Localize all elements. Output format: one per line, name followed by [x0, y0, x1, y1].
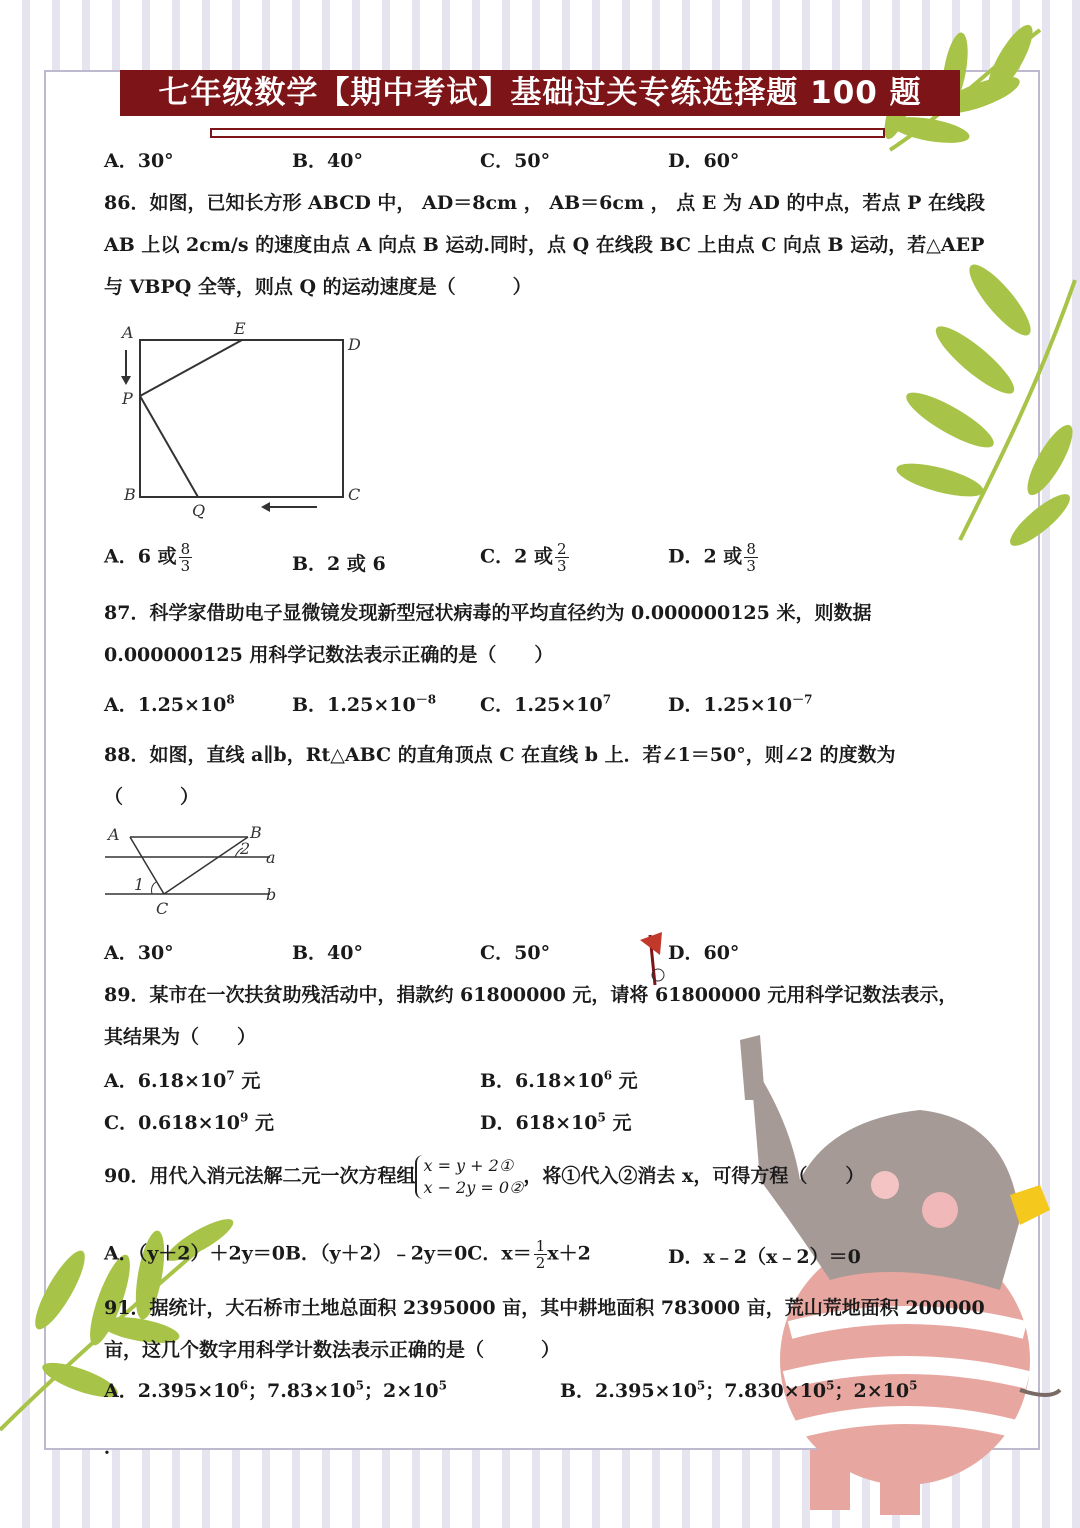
fig88-label-angle-1: 1: [134, 875, 145, 894]
q91-line-1: 91．据统计，大石桥市土地总面积 2395000 亩，其中耕地面积 783000 亩，荒山荒地面积 200000: [104, 1297, 985, 1319]
q87-option-b: B．$1.25\times 10^{-8}$: [292, 692, 437, 716]
leaf-right-middle-icon: [893, 257, 1080, 553]
q85-option-b: B．40°: [292, 150, 363, 172]
fig86-label-q: Q: [192, 501, 206, 520]
q87-line-1: 87．科学家借助电子显微镜发现新型冠状病毒的平均直径约为 0.000000125 米，则数据: [104, 602, 872, 624]
q86-line-1: 86．如图，已知长方形 ABCD 中， AD＝8cm ， AB＝6cm ， 点 E 为 AD 的中点，若点 P 在线段: [104, 192, 985, 214]
q88-parallel-lines-figure: [100, 822, 290, 922]
fig86-label-d: D: [348, 335, 361, 354]
q88-option-b: B．40°: [292, 942, 363, 964]
q89-option-b: B．$6.18\times 10^6$ 元: [480, 1068, 638, 1092]
q86-line-3: 与 VBPQ 全等，则点 Q 的运动速度是（ ）: [104, 276, 532, 298]
q85-option-d: D．60°: [668, 150, 740, 172]
q86-rectangle-figure: [110, 318, 380, 523]
fig88-label-c-point: C: [156, 899, 169, 918]
q85-option-c: C．50°: [480, 150, 551, 172]
q90-question: 90．用代入消元法解二元一次方程组 x = y + 2① x − 2y = 0② ，将①代入②消去 x，可得方程（ ）: [104, 1156, 865, 1197]
fig86-label-c: C: [348, 485, 361, 504]
q86-option-a: A．6 或 $\frac{8}{3}$: [104, 540, 191, 575]
q87-line-2: 0.000000125 用科学记数法表示正确的是（ ）: [104, 644, 554, 666]
q86-option-c: C．2 或 $\frac{2}{3}$: [480, 540, 567, 575]
fig86-label-a: A: [122, 323, 134, 342]
q89-option-d: D．$618\times 10^5$ 元: [480, 1110, 632, 1134]
q90-option-d: D．x﹣2（x﹣2）＝0: [668, 1246, 861, 1268]
fig86-label-b: B: [124, 485, 136, 504]
q90-options-abc: A．（y＋2）＋2y＝0B．（y＋2）﹣2y＝0C．x＝ $\frac{1}{2}$ x＋2: [104, 1237, 591, 1272]
q89-option-a: A．$6.18\times 10^7$ 元: [104, 1068, 261, 1092]
bottom-dot: ．: [104, 1436, 124, 1458]
q89-option-c: C．$0.618\times 10^9$ 元: [104, 1110, 274, 1134]
q88-line-1: 88．如图，直线 a∥b，Rt△ABC 的直角顶点 C 在直线 b 上．若∠1＝50°，则∠2 的度数为: [104, 744, 896, 766]
q91-option-b: B．$2.395\times 10^5$；$7.830\times 10^5$；$2\times 10^5$: [560, 1378, 918, 1402]
elephant-illustration-icon: [740, 1035, 1060, 1515]
fig88-label-a-point: A: [108, 825, 120, 844]
q88-option-c: C．50°: [480, 942, 551, 964]
q88-line-2: （ ）: [104, 786, 200, 808]
q85-option-a: A．30°: [104, 150, 174, 172]
q89-line-2: 其结果为（ ）: [104, 1026, 257, 1048]
music-note-icon: [640, 932, 664, 985]
fig88-label-line-b: b: [266, 885, 277, 904]
fig88-label-b-point: B: [250, 823, 262, 842]
page-title: 七年级数学【期中考试】基础过关专练选择题 100 题: [120, 70, 960, 116]
q87-option-c: C．$1.25\times 10^7$: [480, 692, 612, 716]
title-underline: [210, 128, 885, 138]
q87-option-d: D．$1.25\times 10^{-7}$: [668, 692, 813, 716]
fig88-label-line-a: a: [266, 848, 276, 867]
q86-line-2: AB 上以 2cm/s 的速度由点 A 向点 B 运动.同时，点 Q 在线段 BC 上由点 C 向点 B 运动，若△AEP: [104, 234, 985, 256]
q89-line-1: 89．某市在一次扶贫助残活动中，捐款约 61800000 元，请将 61800000 元用科学记数法表示，: [104, 984, 958, 1006]
q88-option-d: D．60°: [668, 942, 740, 964]
q87-option-a: A．$1.25\times 10^8$: [104, 692, 235, 716]
q91-option-a: A．$2.395\times 10^6$；$7.83\times 10^5$；$2\times 10^5$: [104, 1378, 447, 1402]
q88-option-a: A．30°: [104, 942, 174, 964]
fig88-label-angle-2: 2: [240, 839, 251, 858]
q86-option-b: B．2 或 6: [292, 553, 386, 575]
q90-equation-system: x = y + 2① x − 2y = 0②: [415, 1155, 523, 1199]
q86-option-d: D．2 或 $\frac{8}{3}$: [668, 540, 756, 575]
fig86-label-p: P: [122, 389, 133, 408]
fig86-label-e: E: [234, 319, 246, 338]
q91-line-2: 亩，这几个数字用科学计数法表示正确的是（ ）: [104, 1339, 561, 1361]
